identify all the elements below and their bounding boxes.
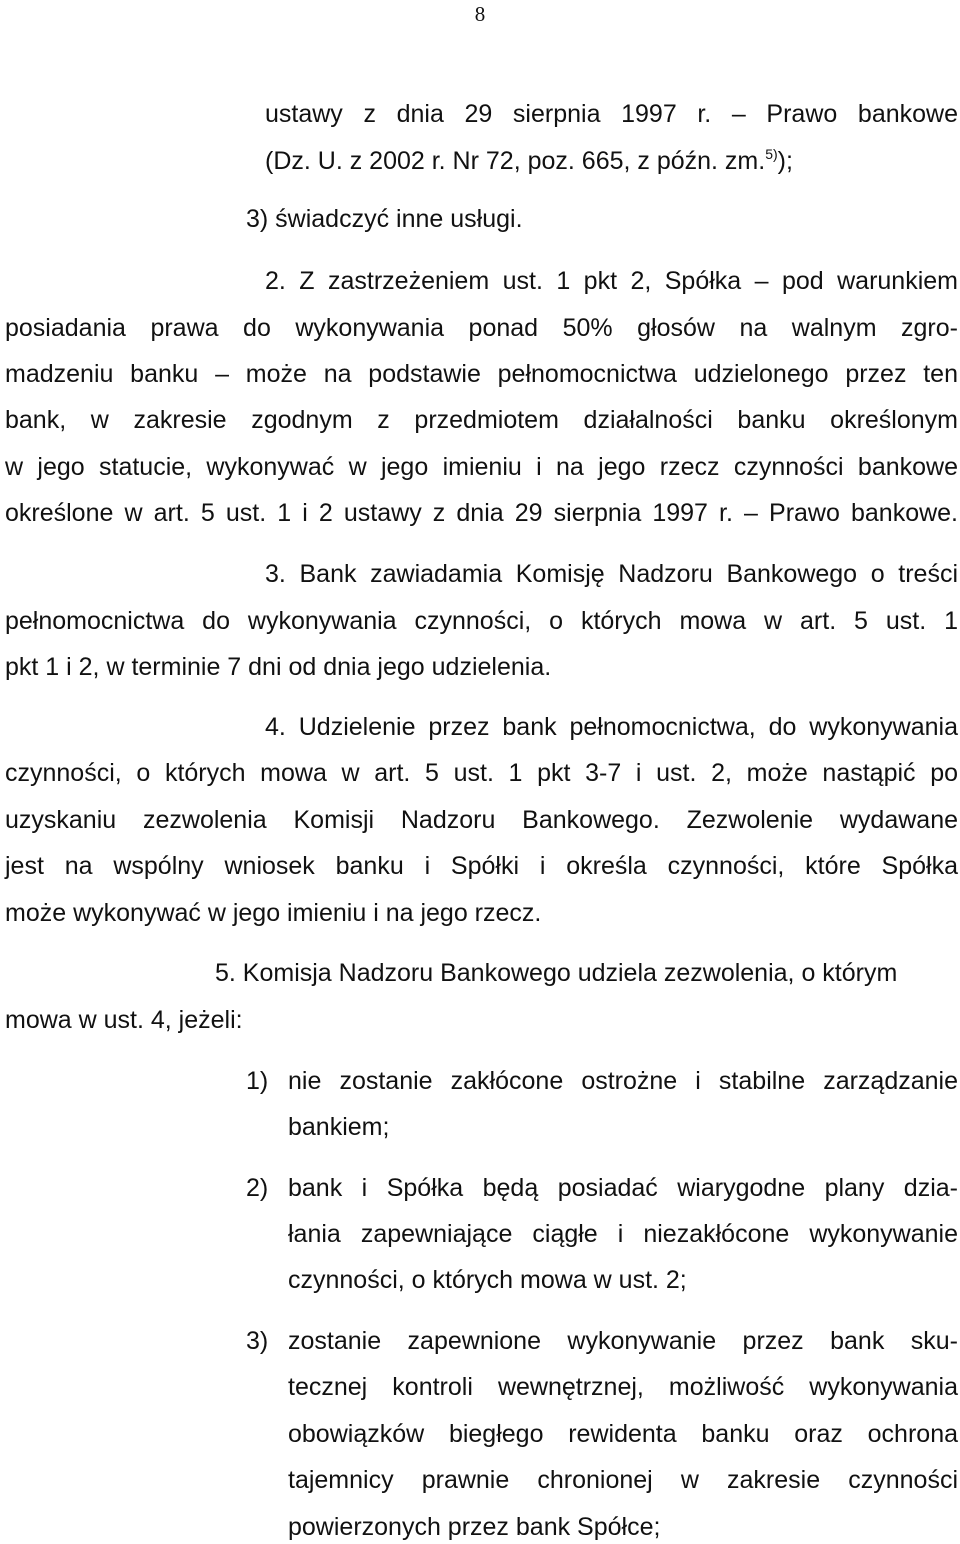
condition-3-line-2: tecznej kontroli wewnętrznej, możliwość wykonywania bbox=[288, 1373, 958, 1401]
footnote-ref: 5) bbox=[765, 146, 778, 163]
condition-3-line-1: zostanie zapewnione wykonywanie przez bank sku- bbox=[288, 1327, 958, 1355]
para-4-line-5: może wykonywać w jego imieniu i na jego rzecz. bbox=[5, 899, 542, 927]
condition-3-line-5: powierzonych przez bank Spółce; bbox=[288, 1513, 661, 1541]
intro-line-1: ustawy z dnia 29 sierpnia 1997 r. – Prawo bankowe bbox=[265, 100, 958, 128]
para-4-line-3: uzyskaniu zezwolenia Komisji Nadzoru Bankowego. Zezwolenie wydawane bbox=[5, 806, 958, 834]
condition-2-line-3: czynności, o których mowa w ust. 2; bbox=[288, 1266, 687, 1294]
para-2-line-3: madzeniu banku – może na podstawie pełnomocnictwa udzielonego przez ten bbox=[5, 360, 958, 388]
condition-1-line-2: bankiem; bbox=[288, 1113, 390, 1141]
para-4-line-4: jest na wspólny wniosek banku i Spółki i określa czynności, które Spółka bbox=[5, 852, 958, 880]
para-5-line-1: 5. Komisja Nadzoru Bankowego udziela zezwolenia, o którym bbox=[215, 959, 898, 987]
intro-line-2-text: (Dz. U. z 2002 r. Nr 72, poz. 665, z późn. zm. bbox=[265, 147, 766, 175]
condition-2-label: 2) bbox=[246, 1174, 269, 1202]
para-2-line-4: bank, w zakresie zgodnym z przedmiotem działalności banku określonym bbox=[5, 406, 958, 434]
para-2-line-1: 2. Z zastrzeżeniem ust. 1 pkt 2, Spółka – pod warunkiem bbox=[265, 267, 958, 295]
para-3-line-3: pkt 1 i 2, w terminie 7 dni od dnia jego udzielenia. bbox=[5, 653, 552, 681]
page-number: 8 bbox=[474, 2, 486, 26]
para-4-line-1: 4. Udzielenie przez bank pełnomocnictwa, do wykonywania bbox=[265, 713, 958, 741]
para-3-line-2: pełnomocnictwa do wykonywania czynności, o których mowa w art. 5 ust. 1 bbox=[5, 607, 958, 635]
intro-line-2-tail: ); bbox=[777, 147, 793, 175]
para-3-line-1: 3. Bank zawiadamia Komisję Nadzoru Bankowego o treści bbox=[265, 560, 958, 588]
condition-3-line-4: tajemnicy prawnie chronionej w zakresie czynności bbox=[288, 1466, 958, 1494]
item-3-line: 3) świadczyć inne usługi. bbox=[246, 205, 523, 233]
para-2-line-2: posiadania prawa do wykonywania ponad 50% głosów na walnym zgro- bbox=[5, 314, 958, 342]
condition-2-line-1: bank i Spółka będą posiadać wiarygodne plany dzia- bbox=[288, 1174, 958, 1202]
para-2-line-5: w jego statucie, wykonywać w jego imieniu i na jego rzecz czynności bankowe bbox=[5, 453, 958, 481]
condition-3-label: 3) bbox=[246, 1327, 269, 1355]
para-2-line-6: określone w art. 5 ust. 1 i 2 ustawy z dnia 29 sierpnia 1997 r. – Prawo bankowe. bbox=[5, 499, 958, 527]
para-4-line-2: czynności, o których mowa w art. 5 ust. 1 pkt 3-7 i ust. 2, może nastąpić po bbox=[5, 759, 958, 787]
condition-2-line-2: łania zapewniające ciągłe i niezakłócone wykonywanie bbox=[288, 1220, 958, 1248]
condition-1-label: 1) bbox=[246, 1067, 269, 1095]
para-5-line-2: mowa w ust. 4, jeżeli: bbox=[5, 1006, 243, 1034]
condition-3-line-3: obowiązków biegłego rewidenta banku oraz ochrona bbox=[288, 1420, 958, 1448]
condition-1-line-1: nie zostanie zakłócone ostrożne i stabilne zarządzanie bbox=[288, 1067, 958, 1095]
intro-line-2 bbox=[265, 146, 793, 176]
